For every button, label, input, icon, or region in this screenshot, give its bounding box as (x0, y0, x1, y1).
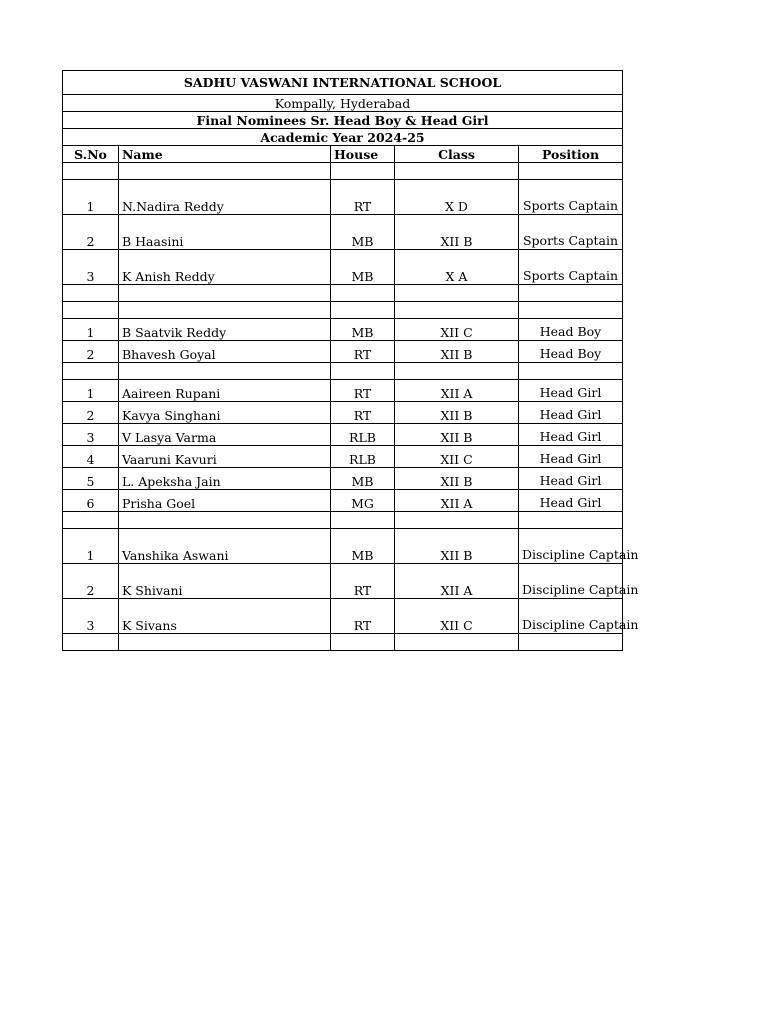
header-sno: S.No (63, 146, 119, 163)
empty-cell (119, 512, 331, 529)
table-row (63, 215, 623, 250)
cell-house: RT (331, 341, 395, 363)
cell-sno: 1 (63, 180, 119, 215)
header-row (63, 146, 623, 163)
table-row (63, 319, 623, 341)
table-row (63, 599, 623, 634)
cell-house: MB (331, 250, 395, 285)
table-row (63, 564, 623, 599)
cell-name: K Shivani (119, 564, 331, 599)
cell-name: L. Apeksha Jain (119, 468, 331, 490)
cell-name: V Lasya Varma (119, 424, 331, 446)
cell-sno: 2 (63, 341, 119, 363)
cell-position: Discipline Captain (519, 599, 623, 634)
table-row (63, 341, 623, 363)
empty-cell (519, 512, 623, 529)
table-row (63, 468, 623, 490)
spacer-row (63, 512, 623, 529)
cell-house: RT (331, 564, 395, 599)
cell-name: Vaaruni Kavuri (119, 446, 331, 468)
cell-position: Sports Captain (519, 180, 623, 215)
cell-position: Head Girl (519, 490, 623, 512)
cell-house: MG (331, 490, 395, 512)
table-row (63, 529, 623, 564)
cell-house: MB (331, 468, 395, 490)
cell-name: Vanshika Aswani (119, 529, 331, 564)
empty-cell (63, 302, 119, 319)
cell-name: Kavya Singhani (119, 402, 331, 424)
empty-cell (119, 634, 331, 651)
cell-house: RT (331, 380, 395, 402)
cell-name: N.Nadira Reddy (119, 180, 331, 215)
cell-class: XII C (395, 446, 519, 468)
cell-class: XII A (395, 380, 519, 402)
cell-position: Head Girl (519, 380, 623, 402)
header-house: House (331, 146, 395, 163)
cell-sno: 3 (63, 250, 119, 285)
cell-class: XII B (395, 424, 519, 446)
cell-sno: 2 (63, 215, 119, 250)
cell-position: Sports Captain (519, 250, 623, 285)
cell-sno: 1 (63, 319, 119, 341)
spacer-row (63, 285, 623, 302)
empty-cell (63, 512, 119, 529)
cell-position: Head Girl (519, 402, 623, 424)
empty-cell (395, 512, 519, 529)
empty-cell (519, 285, 623, 302)
empty-cell (395, 163, 519, 180)
cell-sno: 3 (63, 599, 119, 634)
cell-house: RLB (331, 446, 395, 468)
empty-cell (63, 163, 119, 180)
cell-class: XII C (395, 599, 519, 634)
table-row (63, 250, 623, 285)
empty-cell (63, 634, 119, 651)
cell-class: XII C (395, 319, 519, 341)
cell-position: Head Girl (519, 468, 623, 490)
spacer-row (63, 302, 623, 319)
header-name: Name (119, 146, 331, 163)
table-row (63, 424, 623, 446)
cell-house: MB (331, 529, 395, 564)
header-position: Position (519, 146, 623, 163)
empty-cell (63, 285, 119, 302)
cell-class: XII A (395, 490, 519, 512)
empty-cell (331, 363, 395, 380)
cell-sno: 2 (63, 402, 119, 424)
empty-cell (119, 163, 331, 180)
table-row (63, 180, 623, 215)
cell-position: Discipline Captain (519, 564, 623, 599)
empty-cell (519, 634, 623, 651)
empty-cell (63, 363, 119, 380)
cell-class: XII B (395, 341, 519, 363)
cell-name: K Sivans (119, 599, 331, 634)
table-row (63, 380, 623, 402)
cell-class: X D (395, 180, 519, 215)
cell-class: XII A (395, 564, 519, 599)
cell-position: Head Boy (519, 341, 623, 363)
empty-cell (519, 302, 623, 319)
cell-name: B Haasini (119, 215, 331, 250)
cell-sno: 5 (63, 468, 119, 490)
empty-cell (395, 634, 519, 651)
cell-class: XII B (395, 402, 519, 424)
spacer-row (63, 363, 623, 380)
cell-name: Bhavesh Goyal (119, 341, 331, 363)
cell-house: RLB (331, 424, 395, 446)
cell-sno: 4 (63, 446, 119, 468)
cell-name: Aaireen Rupani (119, 380, 331, 402)
empty-cell (331, 634, 395, 651)
empty-cell (331, 163, 395, 180)
empty-cell (331, 512, 395, 529)
cell-position: Discipline Captain (519, 529, 623, 564)
cell-position: Head Girl (519, 424, 623, 446)
cell-position: Sports Captain (519, 215, 623, 250)
cell-position: Head Girl (519, 446, 623, 468)
cell-sno: 1 (63, 529, 119, 564)
cell-sno: 3 (63, 424, 119, 446)
cell-name: Prisha Goel (119, 490, 331, 512)
header-class: Class (395, 146, 519, 163)
cell-name: K Anish Reddy (119, 250, 331, 285)
empty-cell (395, 363, 519, 380)
cell-class: XII B (395, 468, 519, 490)
school-title: SADHU VASWANI INTERNATIONAL SCHOOL (63, 71, 623, 95)
cell-house: RT (331, 180, 395, 215)
cell-position: Head Boy (519, 319, 623, 341)
cell-sno: 1 (63, 380, 119, 402)
nominees-table (62, 70, 639, 651)
cell-house: RT (331, 402, 395, 424)
cell-name: B Saatvik Reddy (119, 319, 331, 341)
table-row (63, 446, 623, 468)
empty-cell (519, 163, 623, 180)
school-location: Kompally, Hyderabad (63, 95, 623, 112)
cell-class: XII B (395, 215, 519, 250)
spacer-row (63, 163, 623, 180)
empty-cell (395, 302, 519, 319)
cell-sno: 6 (63, 490, 119, 512)
academic-year: Academic Year 2024-25 (63, 129, 623, 146)
document-subtitle: Final Nominees Sr. Head Boy & Head Girl (63, 112, 623, 129)
table-row (63, 490, 623, 512)
empty-cell (119, 363, 331, 380)
cell-class: X A (395, 250, 519, 285)
cell-house: MB (331, 319, 395, 341)
empty-cell (519, 363, 623, 380)
cell-house: MB (331, 215, 395, 250)
cell-class: XII B (395, 529, 519, 564)
cell-house: RT (331, 599, 395, 634)
empty-cell (119, 285, 331, 302)
empty-cell (331, 302, 395, 319)
spacer-row (63, 634, 623, 651)
empty-cell (119, 302, 331, 319)
empty-cell (331, 285, 395, 302)
cell-sno: 2 (63, 564, 119, 599)
table-row (63, 402, 623, 424)
empty-cell (395, 285, 519, 302)
